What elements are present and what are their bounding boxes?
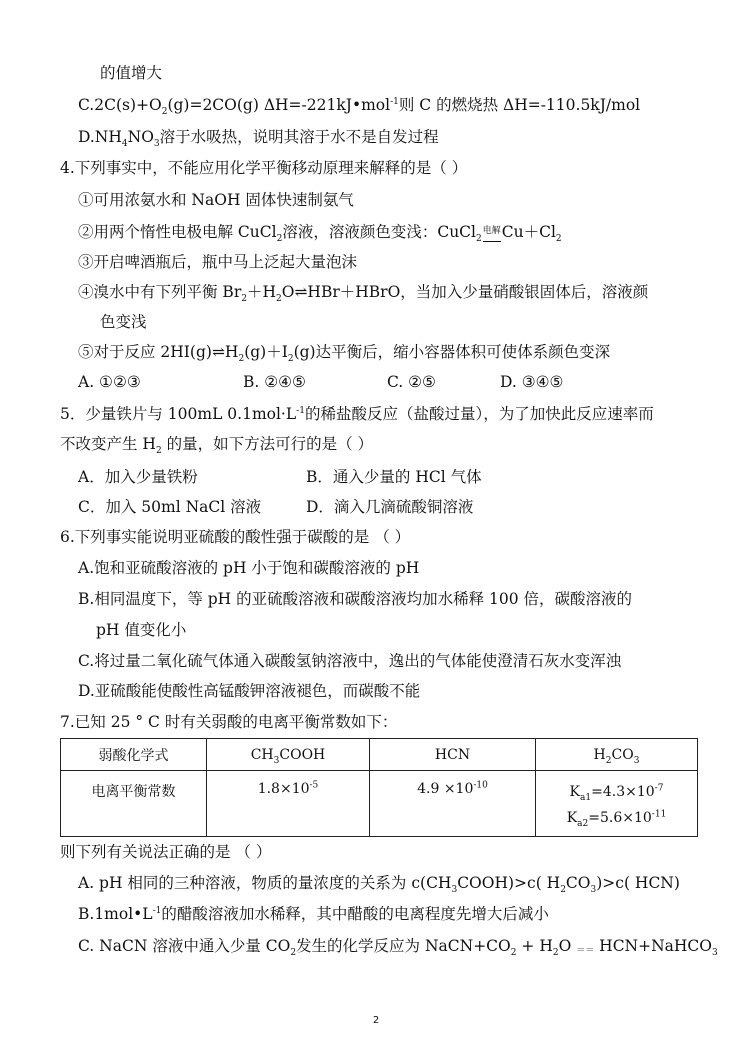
question-7: 7.已知 25 ° C 时有关弱酸的电离平衡常数如下： <box>60 713 398 731</box>
equals-sign: ＝＝ <box>576 946 595 956</box>
value-h2co3: $K_{a1}=4.3\times 10^{-7}$ $K_{a2}=5.6\times 10^{-11}$ <box>536 771 698 837</box>
header-ch3cooh: $CH_3COOH$ <box>207 739 370 771</box>
option-b: B. ②④⑤ <box>243 373 306 391</box>
text-line: pH 值变化小 <box>96 621 187 639</box>
header-acid-formula: 弱酸化学式 <box>61 739 207 771</box>
option-c: C. NaCN 溶液中通入少量 $CO_2$发生的化学反应为 $NaCN+CO_2 + H_2O$ ＝＝ HCN+NaHCO$_3$ <box>78 937 718 959</box>
option-d: D. ③④⑤ <box>500 373 564 391</box>
option-a: A. pH 相同的三种溶液，物质的量浓度的关系为 $c(CH_3COOH)>c$( $H_2CO_3)>c$( HCN) <box>78 874 680 896</box>
option-c: C. ②⑤ <box>387 373 436 391</box>
option-b: B.相同温度下，等 pH 的亚硫酸溶液和碳酸溶液均加水稀释 100 倍，碳酸溶液的 <box>78 590 633 608</box>
option-a: A. ①②③ <box>78 373 141 391</box>
text-line: 则下列有关说法正确的是 （ ） <box>60 843 272 861</box>
text-line: 的值增大 <box>100 64 163 82</box>
value-hcn: $4.9 \times 10^{-10}$ <box>370 771 536 837</box>
page-number: 2 <box>372 1015 380 1026</box>
table-row <box>61 771 698 837</box>
text-line: ①可用浓氨水和 NaOH 固体快速制氨气 <box>78 191 354 209</box>
text-line: ②用两个惰性电极电解 CuCl$_2$溶液，溶液颜色变浅：CuCl$_2$电解$Cu+Cl_2$ <box>78 223 562 245</box>
dissociation-constant-table <box>60 738 698 837</box>
option-a: A.饱和亚硫酸溶液的 pH 小于饱和碳酸溶液的 pH <box>78 559 420 577</box>
option-b: B．通入少量的 HCl 气体 <box>306 468 482 486</box>
question-4: 4.下列事实中，不能应用化学平衡移动原理来解释的是（ ） <box>60 159 468 177</box>
option-a: A．加入少量铁粉 <box>78 468 198 486</box>
header-hcn: HCN <box>370 739 536 771</box>
header-h2co3: $H_2CO_3$ <box>536 739 698 771</box>
option-d: D．滴入几滴硫酸铜溶液 <box>306 498 474 516</box>
text-line: ④溴水中有下列平衡 $Br_2+H_2O\rightleftharpoons HBr+HBrO$，当加入少量硝酸银固体后，溶液颜 <box>78 283 649 305</box>
text-line: 色变浅 <box>100 313 147 331</box>
question-6: 6.下列事实能说明亚硫酸的酸性强于碳酸的是 （ ） <box>60 528 411 546</box>
text-line: ⑤对于反应 $2HI(g)\rightleftharpoons H_2(g)+I_2(g)$达平衡后，缩小容器体积可使体系颜色变深 <box>78 343 611 365</box>
text-line: $C.2C(s)+O_2(g)=2CO(g)$ ΔH=-221kJ•mol$^{-1}$则 C 的燃烧热 ΔH=-110.5kJ/mol <box>78 96 641 118</box>
text-line: 不改变产生 $H_2$ 的量，如下方法可行的是（ ） <box>60 435 374 457</box>
option-d: D.亚硫酸能使酸性高锰酸钾溶液褪色，而碳酸不能 <box>78 682 421 700</box>
text-line: $D.NH_4NO_3$溶于水吸热，说明其溶于水不是自发过程 <box>78 128 439 150</box>
text-line: ③开启啤酒瓶后，瓶中马上泛起大量泡沫 <box>78 253 358 271</box>
option-c: C．加入 50ml NaCl 溶液 <box>78 498 262 516</box>
value-ch3cooh: $1.8\times 10^{-5}$ <box>207 771 370 837</box>
table-header-row <box>61 739 698 771</box>
row-label: 电离平衡常数 <box>61 771 207 837</box>
electrolysis-arrow: 电解 <box>483 221 501 242</box>
option-b: $B.1mol•L^{-1}$的醋酸溶液加水稀释，其中醋酸的电离程度先增大后减小 <box>78 905 549 923</box>
option-c: C.将过量二氧化硫气体通入碳酸氢钠溶液中，逸出的气体能使澄清石灰水变浑浊 <box>78 652 622 670</box>
question-5: 5．少量铁片与 100mL $0.1mol\cdot L^{-1}$的稀盐酸反应（盐酸过量），为了加快此反应速率而 <box>60 405 654 423</box>
